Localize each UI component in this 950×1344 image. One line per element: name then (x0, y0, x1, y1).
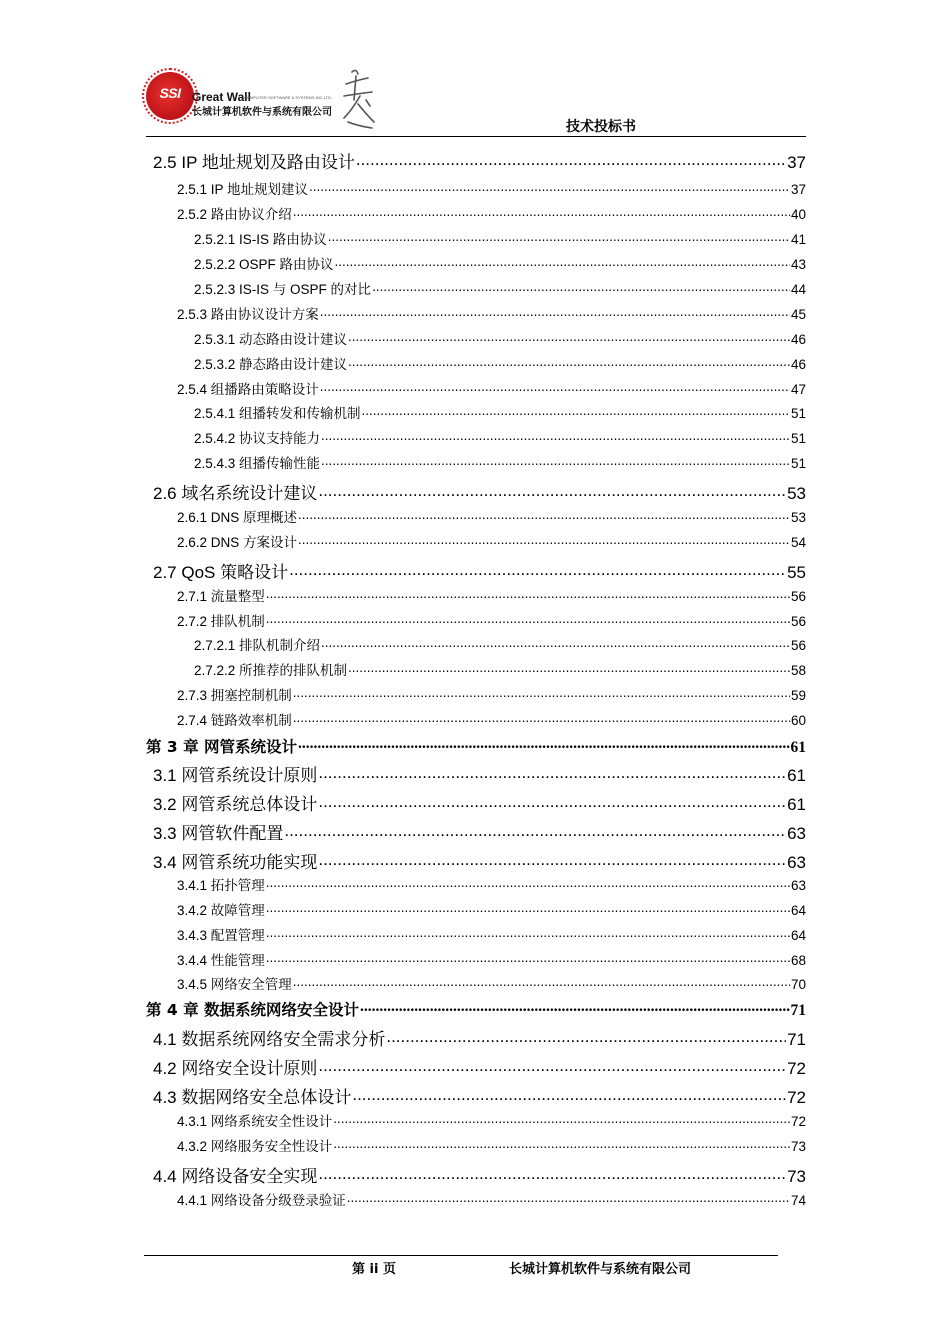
toc-dot-leader (266, 612, 790, 626)
toc-entry-page: 61 (790, 738, 806, 756)
toc-entry[interactable] (153, 822, 806, 842)
toc-entry-page: 51 (790, 405, 806, 421)
toc-dot-leader (266, 876, 790, 890)
toc-entry-page: 55 (787, 563, 806, 582)
toc-dot-leader (289, 561, 786, 578)
toc-entry-page: 53 (790, 509, 806, 525)
toc-entry[interactable] (153, 1028, 806, 1048)
toc-entry[interactable] (153, 764, 806, 784)
toc-entry-page: 56 (790, 637, 806, 653)
toc-entry[interactable] (194, 280, 806, 296)
toc-entry-page: 46 (790, 356, 806, 372)
toc-entry-page: 63 (790, 877, 806, 893)
toc-entry[interactable] (177, 305, 806, 321)
toc-entry-page: 45 (790, 306, 806, 322)
toc-entry[interactable] (153, 151, 806, 171)
toc-entry-title: 2.7.1 流量整型 (177, 588, 265, 604)
toc-entry-page: 72 (790, 1113, 806, 1129)
toc-entry[interactable] (177, 587, 806, 603)
toc-dot-leader (348, 330, 790, 344)
toc-entry-title: 3.4.1 拓扑管理 (177, 877, 265, 893)
toc-entry[interactable] (177, 380, 806, 396)
toc-entry[interactable] (177, 876, 806, 892)
toc-dot-leader (320, 380, 790, 394)
toc-dot-leader (284, 822, 786, 839)
toc-entry-title: 2.6 域名系统设计建议 (153, 484, 318, 503)
toc-dot-leader (293, 205, 790, 219)
toc-entry[interactable] (177, 975, 806, 991)
toc-entry-page: 73 (790, 1138, 806, 1154)
toc-entry-page: 47 (790, 381, 806, 397)
toc-dot-leader (318, 764, 786, 781)
toc-entry-title: 4.3.1 网络系统安全性设计 (177, 1113, 333, 1129)
toc-dot-leader (309, 180, 790, 194)
toc-entry-title: 2.5.4 组播路由策略设计 (177, 381, 319, 397)
toc-entry-page: 70 (790, 976, 806, 992)
toc-entry-title: 2.7.2.1 排队机制介绍 (194, 637, 321, 653)
toc-entry[interactable] (146, 999, 806, 1018)
toc-entry[interactable] (194, 454, 806, 470)
toc-entry-page: 44 (790, 281, 806, 297)
toc-entry-title: 2.5.4.3 组播传输性能 (194, 455, 321, 471)
toc-entry-title: 2.6.2 DNS 方案设计 (177, 534, 298, 550)
toc-dot-leader (328, 230, 790, 244)
toc-entry-page: 63 (787, 853, 806, 872)
footer-company-name: 长城计算机软件与系统有限公司 (509, 1262, 692, 1277)
toc-entry-page: 37 (790, 181, 806, 197)
toc-entry-title: 2.5.2 路由协议介绍 (177, 206, 292, 222)
toc-entry-title: 4.4 网络设备安全实现 (153, 1167, 318, 1186)
toc-entry[interactable] (153, 1057, 806, 1077)
toc-entry[interactable] (153, 561, 806, 581)
toc-entry[interactable] (177, 1191, 806, 1207)
toc-entry[interactable] (194, 429, 806, 445)
toc-entry-title: 4.3.2 网络服务安全性设计 (177, 1138, 333, 1154)
toc-dot-leader (318, 1165, 786, 1182)
toc-dot-leader (318, 851, 786, 868)
toc-entry[interactable] (194, 255, 806, 271)
toc-dot-leader (335, 255, 790, 269)
toc-entry-title: 2.5.4.1 组播转发和传输机制 (194, 405, 361, 421)
toc-entry-title: 2.5.1 IP 地址规划建议 (177, 181, 309, 197)
toc-entry-page: 46 (790, 331, 806, 347)
toc-entry-page: 71 (790, 1001, 806, 1019)
toc-entry-page: 68 (790, 952, 806, 968)
toc-entry-title: 4.3 数据网络安全总体设计 (153, 1088, 352, 1107)
toc-entry-page: 72 (787, 1088, 806, 1107)
toc-entry-title: 2.7.2.2 所推荐的排队机制 (194, 662, 348, 678)
toc-entry[interactable] (177, 612, 806, 628)
toc-entry-title: 2.7.2 排队机制 (177, 613, 265, 629)
toc-dot-leader (356, 151, 786, 168)
document-type-label: 技术投标书 (566, 119, 636, 135)
footer-divider (144, 1255, 778, 1256)
toc-entry[interactable] (146, 736, 806, 755)
toc-entry[interactable] (194, 230, 806, 246)
toc-dot-leader (321, 636, 790, 650)
toc-dot-leader (266, 951, 790, 965)
toc-dot-leader (333, 1112, 790, 1126)
header-divider (146, 136, 806, 137)
toc-entry-title: 2.5.2.2 OSPF 路由协议 (194, 256, 334, 272)
toc-entry-title: 3.4.4 性能管理 (177, 952, 265, 968)
calligraphy-icon (338, 66, 378, 132)
toc-entry-title: 4.4.1 网络设备分级登录验证 (177, 1192, 346, 1208)
toc-entry-title: 4.1 数据系统网络安全需求分析 (153, 1030, 386, 1049)
page-number: 第 ii 页 (352, 1262, 396, 1277)
toc-entry[interactable] (177, 901, 806, 917)
toc-dot-leader (321, 454, 790, 468)
company-logo (146, 66, 376, 136)
toc-entry[interactable] (194, 661, 806, 677)
toc-entry-title: 3.3 网管软件配置 (153, 824, 284, 843)
toc-entry[interactable] (177, 711, 806, 727)
toc-entry-title: 2.5.2.1 IS-IS 路由协议 (194, 231, 327, 247)
toc-entry[interactable] (194, 330, 806, 346)
toc-dot-leader (298, 508, 790, 522)
toc-dot-leader (321, 429, 790, 443)
toc-entry[interactable] (153, 1086, 806, 1106)
toc-entry-title: 2.5.4.2 协议支持能力 (194, 430, 321, 446)
toc-dot-leader (266, 901, 790, 915)
toc-entry-page: 74 (790, 1192, 806, 1208)
toc-entry-page: 64 (790, 927, 806, 943)
toc-entry-page: 63 (787, 824, 806, 843)
toc-dot-leader (372, 280, 790, 294)
toc-dot-leader (362, 404, 790, 418)
toc-entry[interactable] (194, 355, 806, 371)
toc-entry-title: 3.1 网管系统设计原则 (153, 766, 318, 785)
toc-entry-title: 3.4 网管系统功能实现 (153, 853, 318, 872)
toc-entry-title: 2.6.1 DNS 原理概述 (177, 509, 298, 525)
toc-entry-title: 3.2 网管系统总体设计 (153, 795, 318, 814)
toc-entry[interactable] (177, 1137, 806, 1153)
toc-entry[interactable] (177, 508, 806, 524)
toc-entry-page: 64 (790, 902, 806, 918)
toc-dot-leader (348, 661, 790, 675)
toc-dot-leader (348, 355, 790, 369)
toc-entry-page: 51 (790, 455, 806, 471)
toc-dot-leader (333, 1137, 790, 1151)
toc-entry[interactable] (177, 205, 806, 221)
toc-entry-title: 第 4 章 数据系统网络安全设计 (146, 1000, 359, 1019)
toc-entry-page: 40 (790, 206, 806, 222)
toc-dot-leader (318, 482, 786, 499)
toc-entry-page: 43 (790, 256, 806, 272)
toc-entry-page: 61 (787, 795, 806, 814)
toc-entry[interactable] (177, 180, 806, 196)
toc-entry-page: 60 (790, 712, 806, 728)
toc-entry[interactable] (177, 1112, 806, 1128)
logo-english-name: COMPUTER SOFTWARE & SYSTEMS INC.LTD. (244, 95, 333, 100)
toc-entry-title: 3.4.2 故障管理 (177, 902, 265, 918)
toc-entry-title: 3.4.5 网络安全管理 (177, 976, 292, 992)
toc-entry-page: 56 (790, 613, 806, 629)
toc-entry-page: 58 (790, 662, 806, 678)
toc-entry[interactable] (194, 636, 806, 652)
toc-entry[interactable] (194, 404, 806, 420)
toc-dot-leader (266, 587, 790, 601)
toc-entry-title: 2.5.2.3 IS-IS 与 OSPF 的对比 (194, 281, 372, 297)
toc-entry-page: 56 (790, 588, 806, 604)
toc-entry-title: 2.5.3.1 动态路由设计建议 (194, 331, 348, 347)
toc-entry[interactable] (177, 533, 806, 549)
toc-entry-page: 61 (787, 766, 806, 785)
toc-entry-title: 2.5.3 路由协议设计方案 (177, 306, 319, 322)
toc-entry[interactable] (177, 951, 806, 967)
toc-entry[interactable] (177, 686, 806, 702)
toc-dot-leader (352, 1086, 786, 1103)
toc-dot-leader (298, 736, 790, 752)
toc-entry-page: 71 (787, 1030, 806, 1049)
toc-entry[interactable] (153, 793, 806, 813)
toc-entry[interactable] (177, 926, 806, 942)
toc-dot-leader (293, 711, 790, 725)
toc-entry-page: 37 (787, 153, 806, 172)
toc-dot-leader (318, 1057, 786, 1074)
toc-entry-title: 2.5 IP 地址规划及路由设计 (153, 153, 355, 172)
toc-dot-leader (360, 999, 790, 1015)
toc-dot-leader (266, 926, 790, 940)
toc-dot-leader (293, 686, 790, 700)
toc-dot-leader (298, 533, 790, 547)
toc-entry-title: 3.4.3 配置管理 (177, 927, 265, 943)
toc-dot-leader (293, 975, 790, 989)
toc-entry[interactable] (153, 851, 806, 871)
toc-entry-page: 72 (787, 1059, 806, 1078)
toc-entry[interactable] (153, 1165, 806, 1185)
toc-entry-title: 2.7.3 拥塞控制机制 (177, 687, 292, 703)
toc-entry-title: 4.2 网络安全设计原则 (153, 1059, 318, 1078)
toc-entry-page: 73 (787, 1167, 806, 1186)
toc-entry-title: 2.7.4 链路效率机制 (177, 712, 292, 728)
toc-entry-page: 51 (790, 430, 806, 446)
toc-entry-page: 54 (790, 534, 806, 550)
toc-entry-title: 2.7 QoS 策略设计 (153, 563, 289, 582)
logo-mark-text: SSI (159, 85, 181, 101)
logo-brand: Great Wall (192, 90, 251, 104)
toc-entry-page: 59 (790, 687, 806, 703)
toc-entry[interactable] (153, 482, 806, 502)
logo-company-name: 长城计算机软件与系统有限公司 (192, 107, 332, 118)
toc-entry-page: 41 (790, 231, 806, 247)
toc-dot-leader (386, 1028, 786, 1045)
toc-dot-leader (347, 1191, 790, 1205)
toc-dot-leader (320, 305, 790, 319)
toc-dot-leader (318, 793, 786, 810)
toc-entry-title: 第 3 章 网管系统设计 (146, 737, 297, 756)
toc-entry-page: 53 (787, 484, 806, 503)
toc-entry-title: 2.5.3.2 静态路由设计建议 (194, 356, 348, 372)
